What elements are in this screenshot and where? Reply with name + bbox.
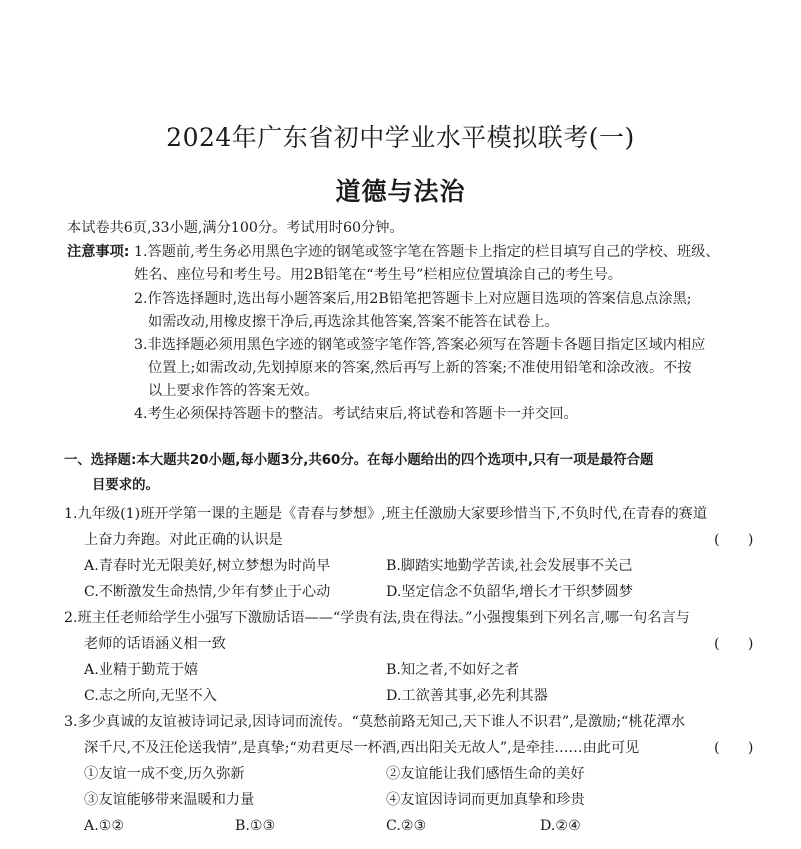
question-stem: 3.多少真诚的友谊被诗词记录,因诗词而流传。“莫愁前路无知己,天下谁人不识君”,是激励;“桃花潭水: [64, 714, 686, 730]
exam-intro: 本试卷共6页,33小题,满分100分。考试用时60分钟。: [67, 220, 404, 236]
option-c: C.不断激发生命热情,少年有梦止于心动: [84, 584, 331, 600]
option-a: A.青春时光无限美好,树立梦想为时尚早: [84, 558, 331, 574]
statement-2: ②友谊能让我们感悟生命的美好: [386, 766, 585, 782]
question-stem: 深千尺,不及汪伦送我情”,是真挚;“劝君更尽一杯酒,西出阳关无故人”,是牵挂……由此可见: [84, 740, 640, 756]
statement-3: ③友谊能够带来温暖和力量: [84, 792, 255, 808]
notice-line: 4.考生必须保持答题卡的整洁。考试结束后,将试卷和答题卡一并交回。: [134, 406, 578, 422]
exam-title: 2024年广东省初中学业水平模拟联考(一): [166, 123, 635, 152]
option-b: B.知之者,不如好之者: [386, 662, 519, 678]
notice-line: 3.非选择题必须用黑色字迹的钢笔或签字笔作答,答案必须写在答题卡各题目指定区域内相应: [134, 337, 706, 353]
question-stem: 2.班主任老师给学生小强写下激励话语——“学贵有法,贵在得法。”小强搜集到下列名言,哪一句名言与: [64, 610, 690, 626]
notice-line: 姓名、座位号和考生号。用2B铅笔在“考生号”栏相应位置填涂自己的考生号。: [134, 267, 622, 283]
option-c: C.志之所向,无坚不入: [84, 688, 217, 704]
statement-4: ④友谊因诗词而更加真挚和珍贵: [386, 792, 585, 808]
notice-line: 1.答题前,考生务必用黑色字迹的钢笔或签字笔在答题卡上指定的栏目填写自己的学校、班级、: [134, 244, 720, 260]
section-heading: 一、选择题:本大题共20小题,每小题3分,共60分。在每小题给出的四个选项中,只有一项是最符合题: [64, 453, 654, 468]
notice-line: 如需改动,用橡皮擦干净后,再选涂其他答案,答案不能答在试卷上。: [148, 314, 559, 330]
subject-title: 道德与法治: [335, 177, 466, 206]
option-a: A.业精于勤荒于嬉: [84, 662, 199, 678]
answer-blank: ( ): [714, 636, 754, 652]
question-stem: 1.九年级(1)班开学第一课的主题是《青春与梦想》,班主任激励大家要珍惜当下,不负时代,在青春的赛道: [64, 506, 708, 522]
question-stem: 老师的话语涵义相一致: [84, 636, 226, 652]
option-b: B.①③: [235, 818, 276, 834]
answer-blank: ( ): [714, 532, 754, 548]
question-stem: 上奋力奔跑。对此正确的认识是: [84, 532, 283, 548]
option-d: D.②④: [540, 818, 581, 834]
section-heading: 目要求的。: [92, 478, 159, 493]
option-d: D.坚定信念不负韶华,增长才干织梦圆梦: [386, 584, 633, 600]
notice-line: 位置上;如需改动,先划掉原来的答案,然后再写上新的答案;不准使用铅笔和涂改液。不按: [148, 360, 692, 376]
option-c: C.②③: [386, 818, 427, 834]
statement-1: ①友谊一成不变,历久弥新: [84, 766, 245, 782]
notice-line: 以上要求作答的答案无效。: [148, 383, 319, 399]
option-d: D.工欲善其事,必先利其器: [386, 688, 548, 704]
option-a: A.①②: [84, 818, 125, 834]
answer-blank: ( ): [714, 740, 754, 756]
notice-label: 注意事项:: [67, 244, 130, 260]
option-b: B.脚踏实地勤学苦读,社会发展事不关己: [386, 558, 633, 574]
notice-line: 2.作答选择题时,选出每小题答案后,用2B铅笔把答题卡上对应题目选项的答案信息点涂黑;: [134, 291, 692, 307]
